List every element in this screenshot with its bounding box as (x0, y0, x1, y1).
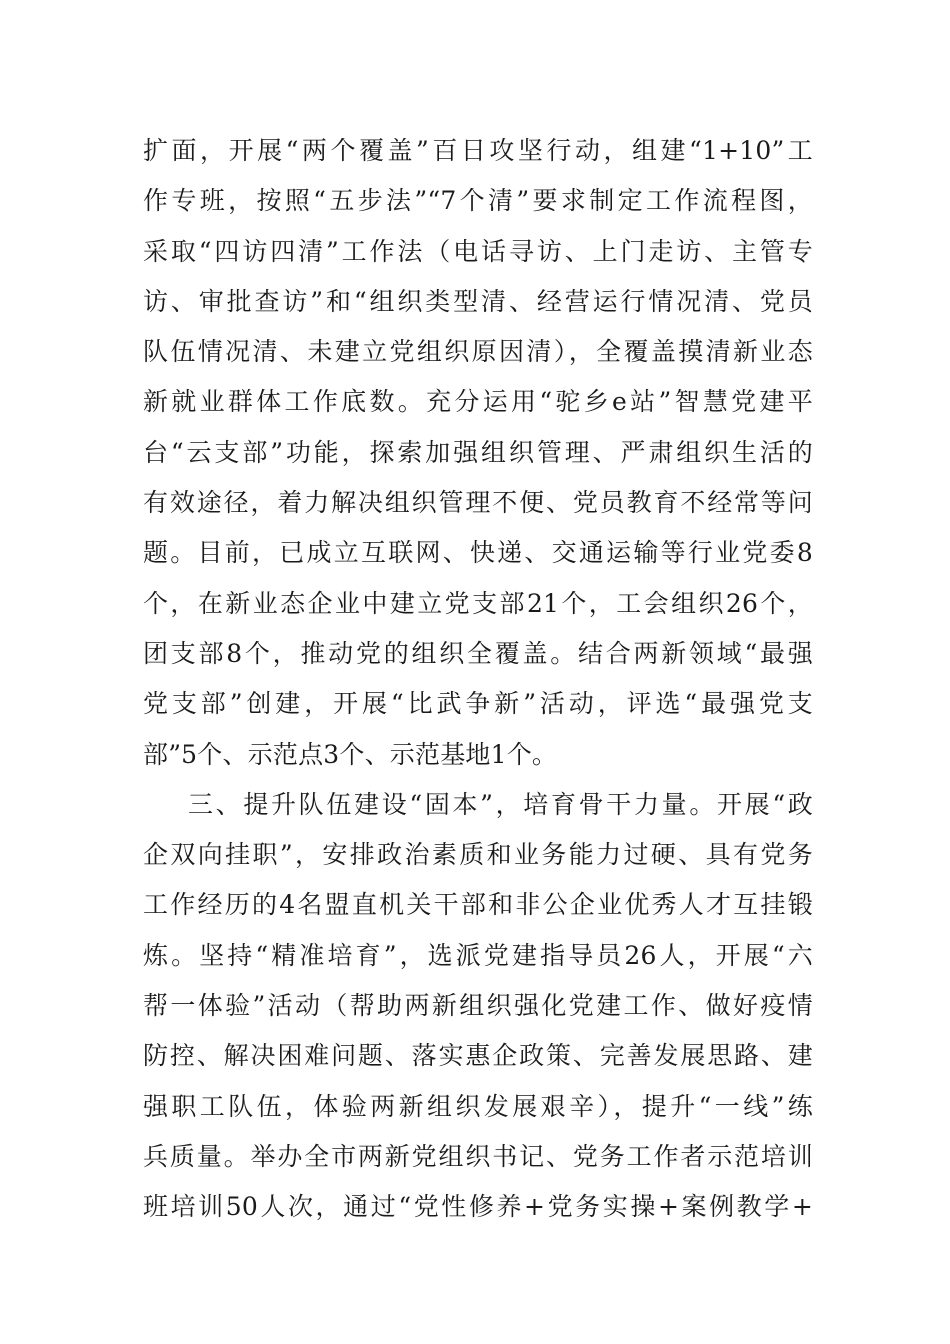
text-line: 队伍情况清、未建立党组织原因清），全覆盖摸清新业态 (143, 337, 813, 367)
text-line: 有效途径，着力解决组织管理不便、党员教育不经常等问 (143, 488, 813, 518)
text-line: 个，在新业态企业中建立党支部21个，工会组织26个， (143, 588, 813, 618)
text-line: 扩面，开展“两个覆盖”百日攻坚行动，组建“1+10”工 (143, 136, 813, 165)
section-heading-line: 三、提升队伍建设“固本”，培育骨干力量。开展“政 (188, 789, 813, 819)
text-line: 新就业群体工作底数。充分运用“驼乡e站”智慧党建平 (143, 387, 813, 417)
text-line: 台“云支部”功能，探索加强组织管理、严肃组织生活的 (143, 437, 813, 467)
text-line: 采取“四访四清”工作法（电话寻访、上门走访、主管专 (143, 236, 813, 266)
text-line: 团支部8个，推动党的组织全覆盖。结合两新领域“最强 (143, 638, 813, 668)
text-line: 班培训50人次，通过“党性修养+党务实操+案例教学+ (143, 1192, 813, 1222)
text-line: 访、审批查访”和“组织类型清、经营运行情况清、党员 (143, 286, 813, 316)
text-line: 作专班，按照“五步法”“7个清”要求制定工作流程图， (143, 186, 813, 216)
text-line: 工作经历的4名盟直机关干部和非公企业优秀人才互挂锻 (143, 890, 813, 920)
paragraph-end-line: 部”5个、示范点3个、示范基地1个。 (143, 739, 558, 769)
text-line: 党支部”创建，开展“比武争新”活动，评选“最强党支 (143, 689, 813, 719)
text-line: 强职工队伍，体验两新组织发展艰辛），提升“一线”练 (143, 1091, 813, 1121)
text-line: 炼。坚持“精准培育”，选派党建指导员26人，开展“六 (143, 940, 813, 970)
text-line: 企双向挂职”，安排政治素质和业务能力过硬、具有党务 (143, 840, 813, 870)
text-line: 题。目前，已成立互联网、快递、交通运输等行业党委8 (143, 538, 813, 568)
body-text (143, 126, 813, 1233)
text-line: 防控、解决困难问题、落实惠企政策、完善发展思路、建 (143, 1041, 813, 1071)
text-line: 兵质量。举办全市两新党组织书记、党务工作者示范培训 (143, 1141, 813, 1171)
text-line: 帮一体验”活动（帮助两新组织强化党建工作、做好疫情 (143, 991, 813, 1021)
